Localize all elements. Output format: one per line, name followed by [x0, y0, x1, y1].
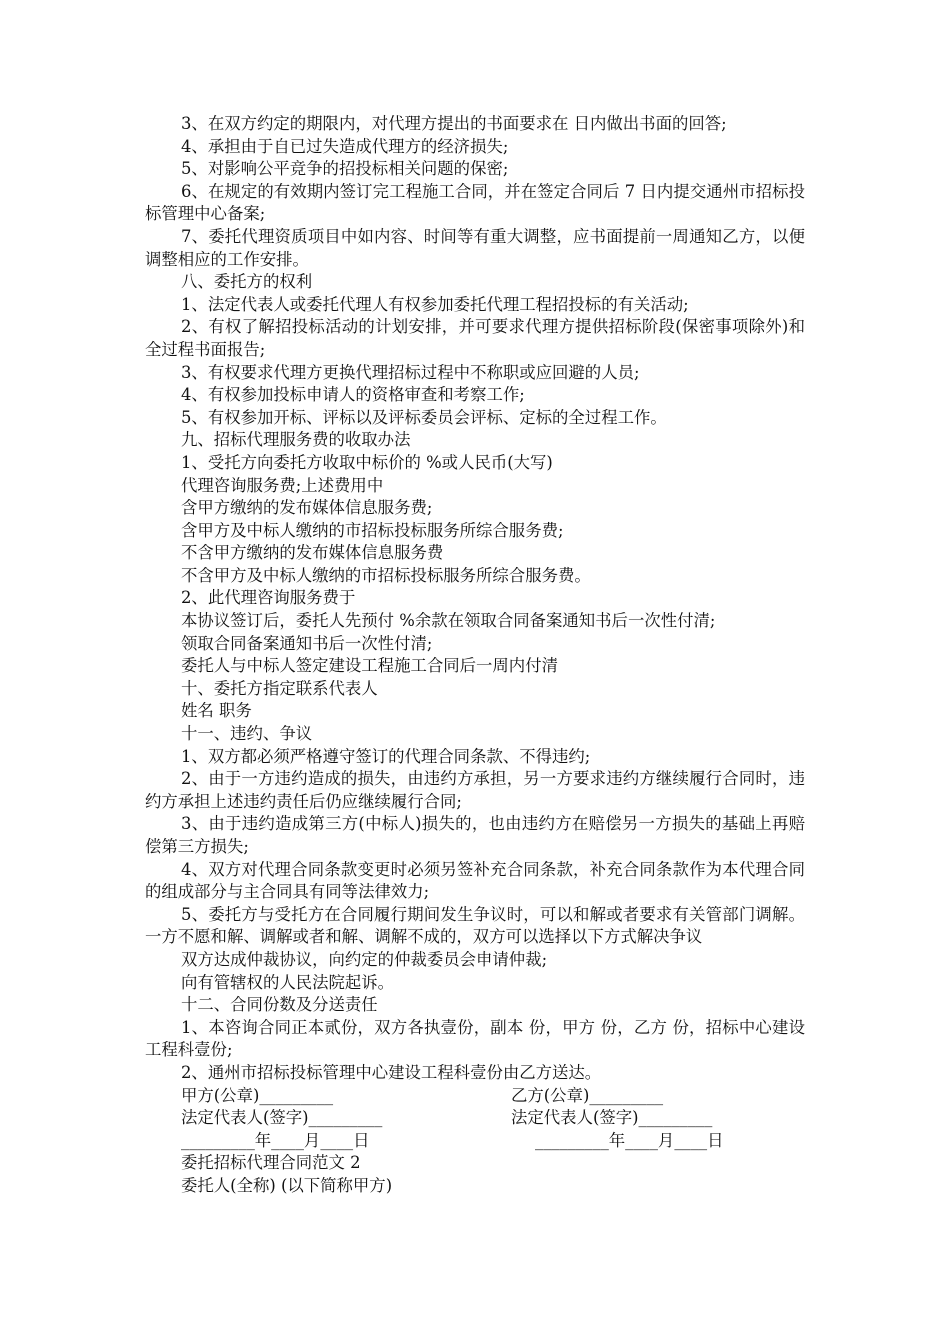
contract-paragraph: 向有管辖权的人民法院起诉。	[181, 972, 395, 992]
principal-name-line: 委托人(全称) (以下简称甲方)	[181, 1175, 393, 1195]
contract-paragraph: 6、在规定的有效期内签订完工程施工合同，并在签定合同后 7 日内提交通州市招标投标管理中心备案;	[145, 181, 805, 224]
contract-paragraph: 含甲方及中标人缴纳的市招标投标服务所综合服务费;	[181, 520, 564, 540]
contract-paragraph: 5、委托方与受托方在合同履行期间发生争议时，可以和解或者要求有关管部门调解。一方不愿和解、调解或者和解、调解不成的，双方可以选择以下方式解决争议	[145, 904, 805, 947]
date-row	[145, 1130, 805, 1153]
contract-paragraph: 3、在双方约定的期限内，对代理方提出的书面要求在 日内做出书面的回答;	[181, 114, 727, 133]
contract-paragraph: 含甲方缴纳的发布媒体信息服务费;	[181, 498, 433, 518]
next-template-title: 委托招标代理合同范文 2	[181, 1153, 361, 1173]
contract-paragraph: 4、有权参加投标申请人的资格审查和考察工作;	[181, 385, 525, 405]
party-a-seal: 甲方(公章)_________	[181, 1085, 334, 1105]
contract-paragraph: 十二、合同份数及分送责任	[181, 995, 378, 1015]
contract-paragraph: 不含甲方缴纳的发布媒体信息服务费	[181, 543, 444, 563]
contract-body	[145, 113, 805, 1085]
contract-paragraph: 1、双方都必须严格遵守签订的代理合同条款、不得违约;	[181, 746, 591, 766]
contract-paragraph: 代理咨询服务费;上述费用中	[181, 475, 384, 495]
contract-paragraph: 不含甲方及中标人缴纳的市招标投标服务所综合服务费。	[181, 565, 591, 585]
contract-paragraph: 3、由于违约造成第三方(中标人)损失的，也由违约方在赔偿另一方损失的基础上再赔偿第三方损失;	[145, 814, 805, 856]
party-b-representative: 法定代表人(签字)_________	[511, 1108, 713, 1128]
contract-paragraph: 2、此代理咨询服务费于	[181, 588, 356, 608]
contract-paragraph: 本协议签订后，委托人先预付 %余款在领取合同备案通知书后一次性付清;	[181, 611, 716, 631]
contract-paragraph: 2、通州市招标投标管理中心建设工程科壹份由乙方送达。	[181, 1062, 602, 1082]
contract-paragraph: 2、有权了解招投标活动的计划安排，并可要求代理方提供招标阶段(保密事项除外)和全过程书面报告;	[145, 317, 805, 359]
party-b-seal: 乙方(公章)_________	[511, 1085, 664, 1105]
contract-paragraph: 1、法定代表人或委托代理人有权参加委托代理工程招投标的有关活动;	[181, 294, 689, 314]
contract-paragraph: 领取合同备案通知书后一次性付清;	[181, 633, 433, 653]
contract-paragraph: 5、有权参加开标、评标以及评标委员会评标、定标的全过程工作。	[181, 407, 667, 427]
document-page	[145, 113, 805, 1198]
contract-paragraph: 八、委托方的权利	[181, 272, 313, 292]
contract-paragraph: 十一、违约、争议	[181, 724, 313, 744]
contract-paragraph: 1、受托方向委托方收取中标价的 %或人民币(大写)	[181, 452, 553, 472]
contract-paragraph: 十、委托方指定联系代表人	[181, 678, 378, 698]
seal-row	[145, 1085, 805, 1108]
contract-paragraph: 7、委托代理资质项目中如内容、时间等有重大调整，应书面提前一周通知乙方，以便调整相应的工作安排。	[145, 226, 805, 269]
contract-paragraph: 3、有权要求代理方更换代理招标过程中不称职或应回避的人员;	[181, 362, 640, 382]
contract-paragraph: 4、双方对代理合同条款变更时必须另签补充合同条款，补充合同条款作为本代理合同的组成部分与主合同具有同等法律效力;	[145, 859, 805, 902]
contract-paragraph: 九、招标代理服务费的收取办法	[181, 430, 411, 450]
contract-paragraph: 姓名 职务	[181, 701, 252, 721]
contract-paragraph: 5、对影响公平竞争的招投标相关问题的保密;	[181, 159, 509, 179]
contract-paragraph: 2、由于一方违约造成的损失，由违约方承担，另一方要求违约方继续履行合同时，违约方承担上述违约责任后仍应继续履行合同;	[145, 769, 805, 811]
party-a-date: _________年____月____日	[181, 1130, 370, 1150]
contract-paragraph: 双方达成仲裁协议，向约定的仲裁委员会申请仲裁;	[181, 949, 548, 969]
party-a-representative: 法定代表人(签字)_________	[181, 1108, 383, 1128]
contract-paragraph: 4、承担由于自已过失造成代理方的经济损失;	[181, 136, 509, 156]
contract-paragraph: 委托人与中标人签定建设工程施工合同后一周内付清	[181, 656, 558, 676]
contract-paragraph: 1、本咨询合同正本贰份，双方各执壹份，副本 份，甲方 份，乙方 份，招标中心建设工程科壹份;	[145, 1017, 805, 1060]
party-b-date: _________年____月____日	[535, 1130, 724, 1150]
representative-row	[145, 1107, 805, 1130]
